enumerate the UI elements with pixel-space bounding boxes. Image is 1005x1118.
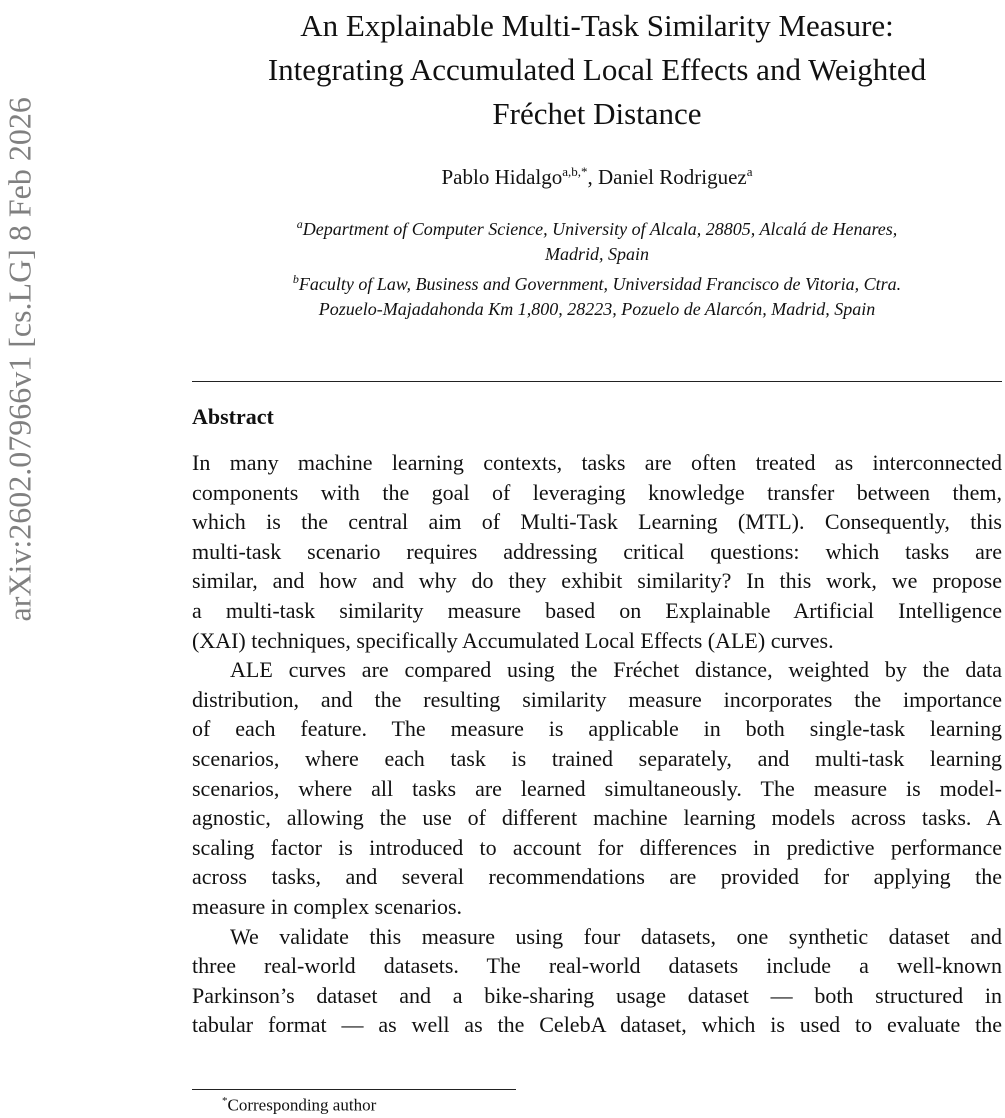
abstract-line: three real-world datasets. The real-world datasets include a well-known xyxy=(192,953,1002,979)
abstract-line: scenarios, where all tasks are learned simultaneously. The measure is model- xyxy=(192,775,1002,801)
abstract-line: multi-task scenario requires addressing critical questions: which tasks are xyxy=(192,538,1002,564)
affiliation-b xyxy=(192,267,1002,297)
affiliation-line: Faculty of Law, Business and Government, Universidad Francisco de Vitoria, Ctra. xyxy=(298,274,902,294)
affiliation-a xyxy=(192,212,1002,242)
abstract-line: distribution, and the resulting similarity measure incorporates the importance xyxy=(192,686,1002,712)
abstract-line: We validate this measure using four datasets, one synthetic dataset and xyxy=(230,923,1002,949)
abstract-line: across tasks, and several recommendations are provided for applying the xyxy=(192,864,1002,890)
affiliation-mark: a xyxy=(296,217,303,231)
footnote-text: Corresponding author xyxy=(227,1095,377,1115)
title-line: Fréchet Distance xyxy=(492,96,702,131)
abstract-line: agnostic, allowing the use of different machine learning models across tasks. A xyxy=(192,805,1002,831)
footnote xyxy=(222,1095,376,1116)
abstract-line: similar, and how and why do they exhibit similarity? In this work, we propose xyxy=(192,568,1002,594)
abstract-heading: Abstract xyxy=(192,404,274,429)
abstract-divider xyxy=(192,381,1002,382)
affiliation-line: Pozuelo-Majadahonda Km 1,800, 28223, Pozuelo de Alarcón, Madrid, Spain xyxy=(318,299,876,319)
abstract-line: scaling factor is introduced to account for differences in predictive performance xyxy=(192,834,1002,860)
abstract-line: In many machine learning contexts, tasks are often treated as interconnected xyxy=(192,450,1002,475)
author-affiliation-marks: a,b,* xyxy=(562,164,588,179)
abstract-line: of each feature. The measure is applicable in both single-task learning xyxy=(192,716,1002,742)
title-line: An Explainable Multi-Task Similarity Measure: xyxy=(300,8,894,43)
abstract-body xyxy=(192,448,1002,1040)
abstract-line: components with the goal of leveraging knowledge transfer between them, xyxy=(192,479,1002,505)
abstract-line: which is the central aim of Multi-Task Learning (MTL). Consequently, this xyxy=(192,509,1002,535)
abstract-line: scenarios, where each task is trained separately, and multi-task learning xyxy=(192,745,1002,771)
affiliation-mark: b xyxy=(292,272,299,286)
abstract-line: ALE curves are compared using the Fréchet distance, weighted by the data xyxy=(230,657,1002,683)
abstract-line: tabular format — as well as the CelebA dataset, which is used to evaluate the xyxy=(192,1012,1002,1038)
affiliation-line: Department of Computer Science, University of Alcala, 28805, Alcalá de Henares, xyxy=(302,219,898,239)
affiliation-line: Madrid, Spain xyxy=(544,244,649,264)
author-affiliation-marks: a xyxy=(746,164,753,179)
abstract-line: measure in complex scenarios. xyxy=(192,893,463,919)
footnote-divider xyxy=(192,1089,516,1090)
abstract-line: a multi-task similarity measure based on Explainable Artificial Intelligence xyxy=(192,597,1002,623)
author-name: Daniel Rodriguez xyxy=(598,165,747,189)
paper-title xyxy=(192,4,1002,136)
title-line: Integrating Accumulated Local Effects and Weighted xyxy=(267,52,927,87)
abstract-line: Parkinson’s dataset and a bike-sharing usage dataset — both structured in xyxy=(192,982,1002,1008)
author-name: Pablo Hidalgo xyxy=(441,165,563,189)
arxiv-identifier-sidebar: arXiv:2602.07966v1 [cs.LG] 8 Feb 2026 xyxy=(1,97,38,622)
author-list: Pablo Hidalgo$^{a,b,*}$, Daniel Rodriguez$^a$ xyxy=(441,164,753,189)
footnote-mark: * xyxy=(222,1095,228,1107)
affiliations xyxy=(192,212,1002,322)
abstract-line: (XAI) techniques, specifically Accumulated Local Effects (ALE) curves. xyxy=(192,627,834,653)
